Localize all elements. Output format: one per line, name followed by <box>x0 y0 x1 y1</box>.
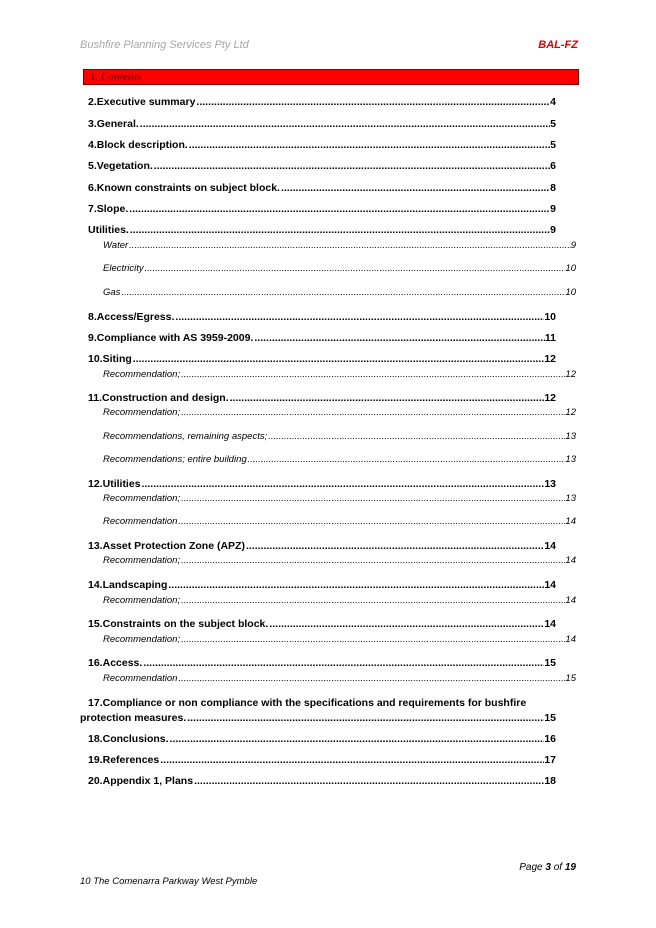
toc-entry-number: 9. <box>88 332 97 344</box>
toc-subentry-recommendations-entire-building[interactable] <box>103 452 576 467</box>
toc-entry-title: Utilities <box>102 478 141 490</box>
toc-entry-page: 15 <box>544 657 556 669</box>
toc-dot-leader <box>181 491 565 506</box>
toc-entry-number: 3. <box>88 118 97 130</box>
toc-entry-block-description[interactable] <box>88 138 556 153</box>
toc-entry-title: Conclusions. <box>102 733 169 745</box>
toc-entry-slope[interactable] <box>88 202 556 217</box>
toc-dot-leader <box>181 553 565 568</box>
toc-subentry-recommendation[interactable] <box>103 491 576 506</box>
toc-subentry-recommendation[interactable] <box>103 405 576 420</box>
toc-entry-construction-design[interactable] <box>88 391 556 406</box>
toc-entry-page: 13 <box>565 454 576 465</box>
toc-entry-title: Recommendations, remaining aspects; <box>103 431 268 442</box>
toc-entry-page: 13 <box>565 431 576 442</box>
toc-entry-page: 5 <box>550 139 556 151</box>
toc-dot-leader <box>181 367 565 382</box>
toc-entry-number: 5. <box>88 160 97 172</box>
toc-entry-number: 7. <box>88 203 97 215</box>
toc-entry-title: General. <box>96 118 139 130</box>
toc-dot-leader <box>246 539 544 554</box>
toc-entry-conclusions[interactable] <box>88 732 556 747</box>
toc-entry-general[interactable] <box>88 117 556 132</box>
header-company-name: Bushfire Planning Services Pty Ltd <box>80 39 249 51</box>
toc-dot-leader <box>187 711 544 726</box>
toc-subentry-recommendation[interactable] <box>103 514 576 529</box>
toc-entry-page: 12 <box>544 353 556 365</box>
toc-entry-page: 13 <box>565 493 576 504</box>
toc-entry-page: 13 <box>544 478 556 490</box>
toc-dot-leader <box>248 452 566 467</box>
toc-dot-leader <box>140 117 550 132</box>
toc-entry-title: Siting <box>102 353 132 365</box>
toc-entry-compliance-as3959[interactable] <box>88 331 556 346</box>
toc-dot-leader <box>129 202 550 217</box>
toc-entry-title: Recommendations; entire building <box>103 454 247 465</box>
toc-entry-page: 15 <box>565 673 576 684</box>
toc-entry-page: 12 <box>544 392 556 404</box>
toc-entry-access[interactable] <box>88 656 556 671</box>
toc-entry-page: 11 <box>544 332 556 344</box>
toc-entry-page: 18 <box>544 775 556 787</box>
toc-entry-compliance-bushfire-line1[interactable] <box>88 696 526 711</box>
toc-dot-leader <box>130 223 550 238</box>
toc-entry-title: Compliance with AS 3959-2009. <box>96 332 254 344</box>
toc-dot-leader <box>269 617 544 632</box>
toc-entry-number: 19. <box>88 754 103 766</box>
toc-entry-title: Compliance or non compliance with the specifications and requirements for bushfire <box>102 697 527 709</box>
toc-entry-vegetation[interactable] <box>88 159 556 174</box>
toc-entry-title: Construction and design. <box>102 392 229 404</box>
toc-subentry-recommendation[interactable] <box>103 632 576 647</box>
toc-dot-leader <box>189 138 550 153</box>
toc-entry-page: 14 <box>565 634 576 645</box>
header-bal-code: BAL-FZ <box>538 39 578 51</box>
toc-entry-page: 14 <box>565 555 576 566</box>
toc-entry-title: Recommendation; <box>103 634 181 645</box>
toc-entry-references[interactable] <box>88 753 556 768</box>
toc-entry-number: 13. <box>88 540 103 552</box>
toc-entry-page: 17 <box>544 754 556 766</box>
toc-entry-siting[interactable] <box>88 352 556 367</box>
toc-entry-page: 12 <box>565 407 576 418</box>
toc-entry-page: 4 <box>550 96 556 108</box>
toc-dot-leader <box>129 238 571 253</box>
toc-entry-compliance-bushfire-line2[interactable] <box>80 711 556 726</box>
toc-dot-leader <box>196 95 550 110</box>
toc-entry-number: 8. <box>88 311 97 323</box>
toc-entry-page: 9 <box>550 203 556 215</box>
toc-entry-title: Landscaping <box>102 579 168 591</box>
toc-dot-leader <box>181 593 565 608</box>
toc-entry-title: Slope. <box>96 203 129 215</box>
toc-dot-leader <box>133 352 545 367</box>
toc-entry-number: 15. <box>88 618 103 630</box>
toc-entry-page: 6 <box>550 160 556 172</box>
toc-entry-page: 14 <box>544 579 556 591</box>
toc-entry-number: 20. <box>88 775 103 787</box>
toc-subentry-recommendations-remaining[interactable] <box>103 429 576 444</box>
toc-dot-leader <box>178 671 565 686</box>
toc-subentry-recommendation[interactable] <box>103 367 576 382</box>
toc-entry-number: 14. <box>88 579 103 591</box>
toc-entry-title: Recommendation <box>103 516 178 527</box>
toc-entry-number: 16. <box>88 657 103 669</box>
toc-entry-executive-summary[interactable] <box>88 95 556 110</box>
toc-subentry-recommendation[interactable] <box>103 671 576 686</box>
toc-dot-leader <box>181 405 565 420</box>
toc-entry-title: Block description. <box>96 139 188 151</box>
toc-dot-leader <box>145 261 566 276</box>
toc-entry-number: 10. <box>88 353 103 365</box>
toc-entry-utilities-heading[interactable] <box>88 223 556 238</box>
footer-page-total: 19 <box>564 862 576 873</box>
toc-dot-leader <box>142 477 545 492</box>
toc-entry-appendix-plans[interactable] <box>88 774 556 789</box>
toc-dot-leader <box>181 632 565 647</box>
toc-entry-page: 9 <box>570 240 576 251</box>
toc-entry-title: Water <box>103 240 129 251</box>
toc-entry-title: Recommendation; <box>103 493 181 504</box>
toc-entry-title: Access/Egress. <box>96 311 175 323</box>
toc-entry-page: 10 <box>565 263 576 274</box>
toc-entry-number: 12. <box>88 478 103 490</box>
toc-entry-page: 8 <box>550 182 556 194</box>
toc-entry-page: 9 <box>550 224 556 236</box>
toc-dot-leader <box>121 285 565 300</box>
toc-dot-leader <box>254 331 545 346</box>
footer-page-of: of <box>550 862 565 873</box>
toc-entry-number: 17. <box>88 697 103 709</box>
toc-entry-title: Electricity <box>103 263 144 274</box>
toc-entry-number: 6. <box>88 182 97 194</box>
contents-heading-banner: 1. Contents <box>83 69 579 85</box>
footer-address: 10 The Comenarra Parkway West Pymble <box>80 876 258 887</box>
toc-entry-utilities[interactable] <box>88 477 556 492</box>
footer-page-label: Page <box>519 862 546 873</box>
toc-entry-page: 14 <box>544 540 556 552</box>
toc-dot-leader <box>281 181 550 196</box>
toc-entry-page: 10 <box>544 311 556 323</box>
toc-entry-title: Executive summary <box>96 96 196 108</box>
toc-subentry-recommendation[interactable] <box>103 593 576 608</box>
toc-entry-page: 14 <box>544 618 556 630</box>
toc-dot-leader <box>160 753 544 768</box>
toc-dot-leader <box>143 656 544 671</box>
toc-dot-leader <box>175 310 544 325</box>
toc-entry-page: 16 <box>544 733 556 745</box>
toc-entry-number: 2. <box>88 96 97 108</box>
toc-subentry-electricity[interactable] <box>103 261 576 276</box>
toc-dot-leader <box>268 429 565 444</box>
toc-subentry-recommendation[interactable] <box>103 553 576 568</box>
toc-entry-title: protection measures. <box>80 712 187 724</box>
toc-entry-page: 5 <box>550 118 556 130</box>
toc-entry-page: 10 <box>565 287 576 298</box>
toc-entry-number: 4. <box>88 139 97 151</box>
toc-entry-page: 12 <box>565 369 576 380</box>
toc-entry-title: Recommendation <box>103 673 178 684</box>
toc-entry-title: Recommendation; <box>103 369 181 380</box>
toc-entry-title: Asset Protection Zone (APZ) <box>102 540 245 552</box>
toc-entry-landscaping[interactable] <box>88 578 556 593</box>
toc-entry-page: 14 <box>565 595 576 606</box>
toc-entry-title: Recommendation; <box>103 407 181 418</box>
toc-subentry-water[interactable] <box>103 238 576 253</box>
toc-entry-title: Recommendation; <box>103 595 181 606</box>
toc-entry-title: Utilities. <box>88 224 129 236</box>
toc-entry-title: Appendix 1, Plans <box>102 775 194 787</box>
toc-entry-page: 15 <box>544 712 556 724</box>
toc-entry-page: 14 <box>565 516 576 527</box>
toc-subentry-gas[interactable] <box>103 285 576 300</box>
footer-page-number <box>519 862 576 873</box>
toc-dot-leader <box>170 732 545 747</box>
toc-entry-asset-protection-zone[interactable] <box>88 539 556 554</box>
toc-dot-leader <box>154 159 550 174</box>
toc-entry-number: 18. <box>88 733 103 745</box>
toc-entry-title: Gas <box>103 287 121 298</box>
toc-entry-known-constraints[interactable] <box>88 181 556 196</box>
toc-dot-leader <box>178 514 565 529</box>
toc-entry-title: Recommendation; <box>103 555 181 566</box>
toc-dot-leader <box>230 391 545 406</box>
toc-entry-title: Access. <box>102 657 143 669</box>
toc-entry-number: 11. <box>88 392 103 404</box>
toc-entry-access-egress[interactable] <box>88 310 556 325</box>
toc-entry-title: Constraints on the subject block. <box>102 618 269 630</box>
toc-dot-leader <box>194 774 544 789</box>
footer-page-current: 3 <box>545 862 551 873</box>
toc-entry-title: References <box>102 754 160 766</box>
toc-entry-title: Known constraints on subject block. <box>96 182 280 194</box>
toc-dot-leader <box>168 578 544 593</box>
toc-entry-title: Vegetation. <box>96 160 153 172</box>
toc-entry-constraints-subject-block[interactable] <box>88 617 556 632</box>
